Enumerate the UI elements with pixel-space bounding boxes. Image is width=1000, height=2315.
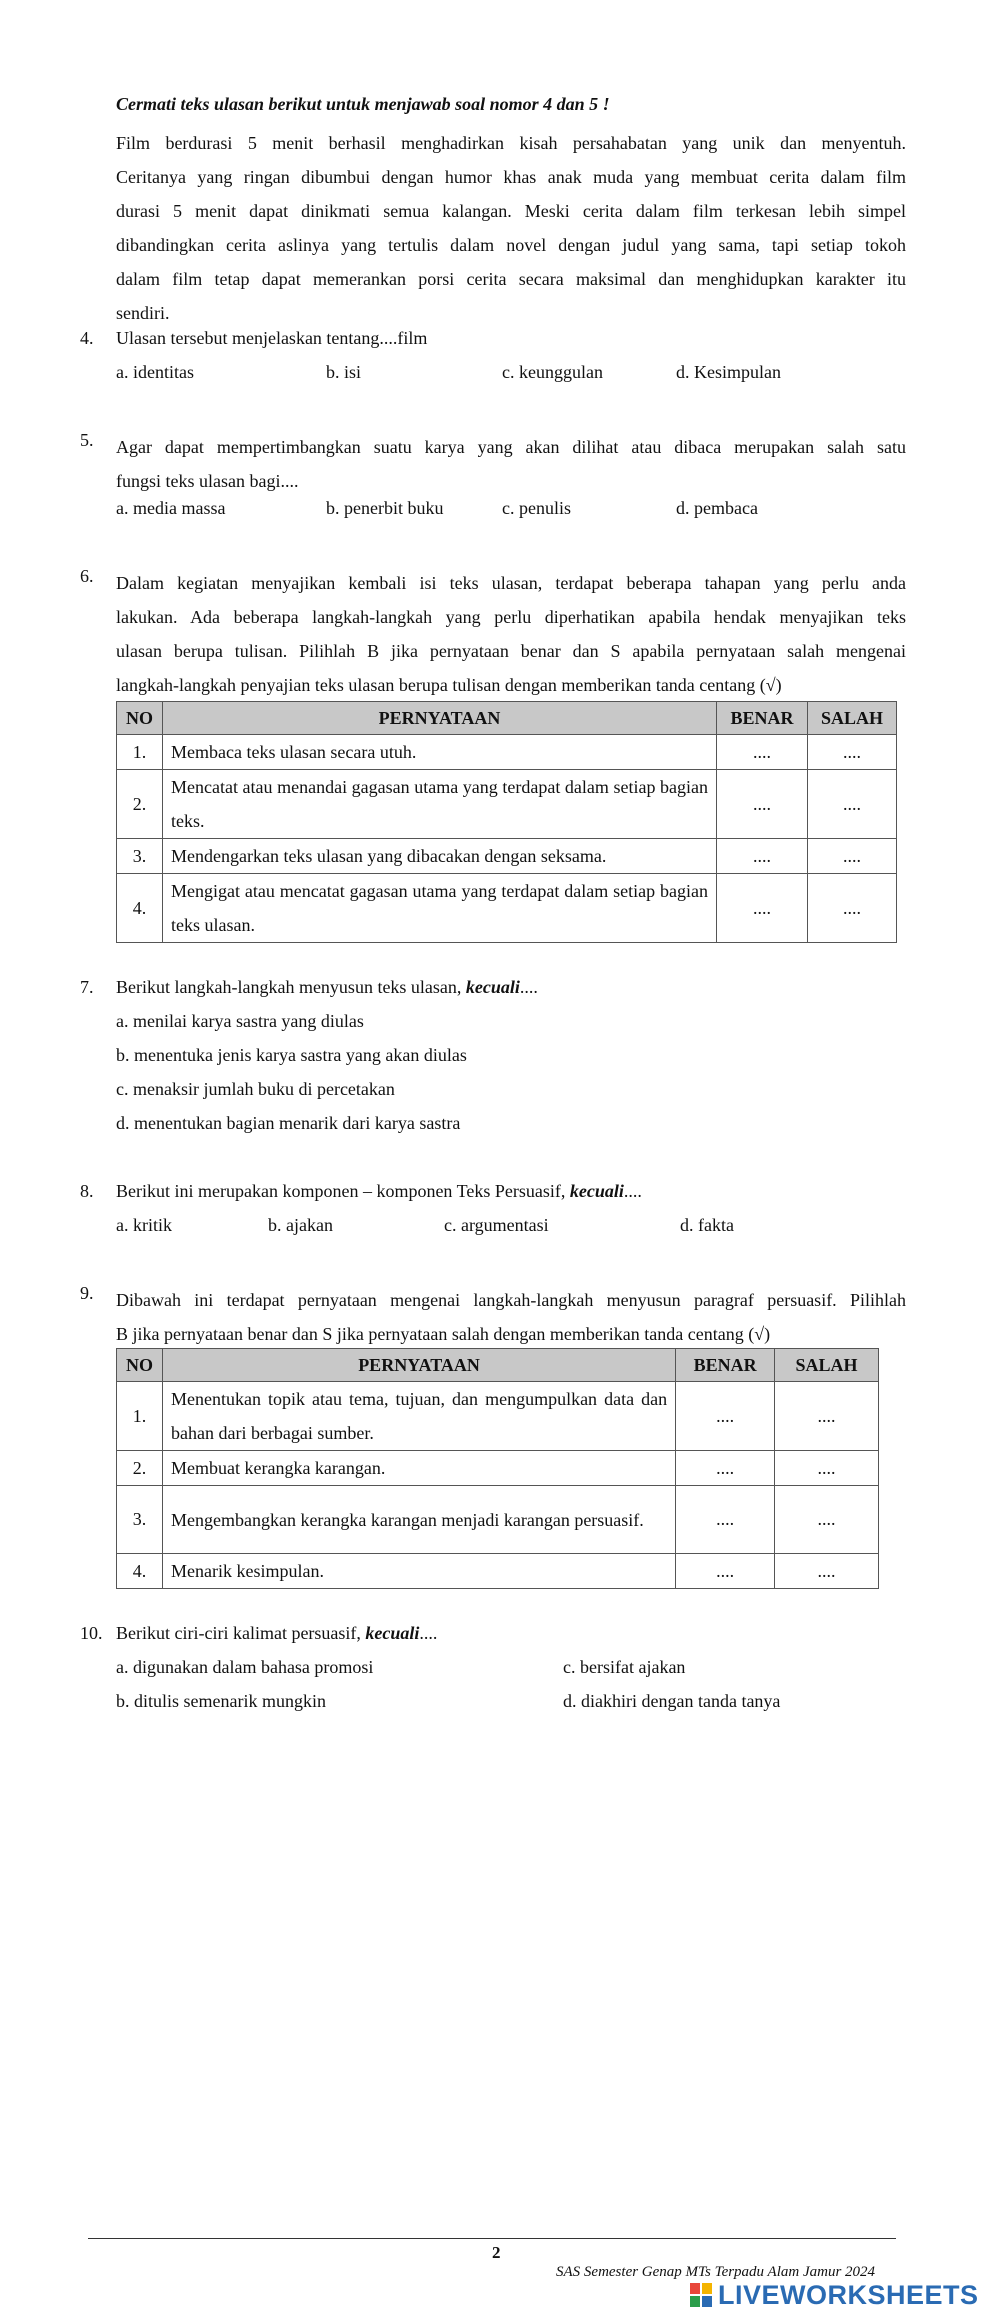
review-paragraph xyxy=(116,126,906,330)
logo-square xyxy=(690,2296,700,2307)
row-number: 1. xyxy=(117,735,163,770)
reading-instruction: Cermati teks ulasan berikut untuk menjawab soal nomor 4 dan 5 ! xyxy=(116,94,610,114)
review-line: Film berdurasi 5 menit berhasil menghadirkan kisah persahabatan yang unik dan menyentuh. xyxy=(116,133,906,153)
q8-option-c[interactable]: c. argumentasi xyxy=(444,1215,549,1235)
question-4-text: Ulasan tersebut menjelaskan tentang....film xyxy=(116,328,428,348)
benar-answer-cell[interactable]: .... xyxy=(717,839,808,874)
q10-option-a[interactable]: a. digunakan dalam bahasa promosi xyxy=(116,1657,374,1677)
review-line: dalam film tetap dapat memerankan porsi cerita secara maksimal dan menghidupkan karakter itu xyxy=(116,269,906,289)
logo-square xyxy=(702,2283,712,2294)
row-number: 4. xyxy=(117,1554,163,1589)
emphasis-word: kecuali xyxy=(569,1181,624,1201)
q10-option-d[interactable]: d. diakhiri dengan tanda tanya xyxy=(563,1691,781,1711)
header-no: NO xyxy=(117,702,163,735)
q7-option-c[interactable]: c. menaksir jumlah buku di percetakan xyxy=(116,1079,395,1099)
question-9-number: 9. xyxy=(80,1283,94,1303)
header-statement: PERNYATAAN xyxy=(162,702,716,735)
question-10-number: 10. xyxy=(80,1623,103,1643)
row-statement: Menentukan topik atau tema, tujuan, dan mengumpulkan data dan bahan dari berbagai sumber. xyxy=(162,1382,675,1451)
logo-square xyxy=(702,2296,712,2307)
question-line: ulasan berupa tulisan. Pilihlah B jika pernyataan benar dan S apabila pernyataan salah mengenai xyxy=(116,641,906,661)
question-line: langkah-langkah penyajian teks ulasan berupa tulisan dengan memberikan tanda centang (√) xyxy=(116,675,782,695)
benar-answer-cell[interactable]: .... xyxy=(676,1451,775,1486)
question-line: fungsi teks ulasan bagi.... xyxy=(116,471,299,491)
question-line: Dibawah ini terdapat pernyataan mengenai langkah-langkah menyusun paragraf persuasif. Pilihlah xyxy=(116,1290,906,1310)
q7-option-d[interactable]: d. menentukan bagian menarik dari karya sastra xyxy=(116,1113,461,1133)
row-statement: Mengigat atau mencatat gagasan utama yang terdapat dalam setiap bagian teks ulasan. xyxy=(162,874,716,943)
q4-option-c[interactable]: c. keunggulan xyxy=(502,362,603,382)
q10-option-b[interactable]: b. ditulis semenarik mungkin xyxy=(116,1691,326,1711)
benar-answer-cell[interactable]: .... xyxy=(717,770,808,839)
salah-answer-cell[interactable]: .... xyxy=(775,1554,879,1589)
table-row xyxy=(117,874,897,943)
table-row xyxy=(117,1486,879,1554)
q5-option-c[interactable]: c. penulis xyxy=(502,498,571,518)
table-header-row xyxy=(117,1349,879,1382)
table-row xyxy=(117,1382,879,1451)
q8-option-a[interactable]: a. kritik xyxy=(116,1215,172,1235)
page-number: 2 xyxy=(492,2243,501,2262)
table-header-row xyxy=(117,702,897,735)
salah-answer-cell[interactable]: .... xyxy=(808,735,897,770)
question-8-text xyxy=(116,1181,642,1202)
question-4-number: 4. xyxy=(80,328,94,348)
salah-answer-cell[interactable]: .... xyxy=(808,770,897,839)
question-5-number: 5. xyxy=(80,430,94,450)
salah-answer-cell[interactable]: .... xyxy=(808,839,897,874)
question-line: B jika pernyataan benar dan S jika pernyataan salah dengan memberikan tanda centang (√) xyxy=(116,1324,771,1344)
review-line: dibandingkan cerita aslinya yang tertulis dalam novel dengan judul yang sama, tapi setiap tokoh xyxy=(116,235,906,255)
benar-answer-cell[interactable]: .... xyxy=(676,1486,775,1554)
q4-option-d[interactable]: d. Kesimpulan xyxy=(676,362,781,382)
emphasis-word: kecuali xyxy=(465,977,520,997)
q5-option-a[interactable]: a. media massa xyxy=(116,498,226,518)
row-statement: Membuat kerangka karangan. xyxy=(162,1451,675,1486)
q9-statement-table xyxy=(116,1348,879,1589)
question-ellipsis: .... xyxy=(519,977,538,997)
row-statement: Mencatat atau menandai gagasan utama yang terdapat dalam setiap bagian teks. xyxy=(162,770,716,839)
review-line: sendiri. xyxy=(116,303,170,323)
question-5-text xyxy=(116,430,906,498)
question-text: Berikut langkah-langkah menyusun teks ulasan, xyxy=(116,977,466,997)
benar-answer-cell[interactable]: .... xyxy=(676,1382,775,1451)
header-salah: SALAH xyxy=(775,1349,879,1382)
q5-option-b[interactable]: b. penerbit buku xyxy=(326,498,444,518)
question-10-text xyxy=(116,1623,437,1644)
logo-square xyxy=(690,2283,700,2294)
question-9-text xyxy=(116,1283,906,1351)
liveworksheets-logo-icon xyxy=(690,2283,712,2307)
question-7-number: 7. xyxy=(80,977,94,997)
benar-answer-cell[interactable]: .... xyxy=(717,735,808,770)
review-line: Ceritanya yang ringan dibumbui dengan humor khas anak muda yang membuat cerita dalam film xyxy=(116,167,906,187)
question-6-text xyxy=(116,566,906,702)
table-row xyxy=(117,1451,879,1486)
question-6-number: 6. xyxy=(80,566,94,586)
table-row xyxy=(117,770,897,839)
salah-answer-cell[interactable]: .... xyxy=(775,1382,879,1451)
row-statement: Mengembangkan kerangka karangan menjadi karangan persuasif. xyxy=(162,1486,675,1554)
question-ellipsis: .... xyxy=(419,1623,438,1643)
q6-statement-table xyxy=(116,701,897,943)
question-8-number: 8. xyxy=(80,1181,94,1201)
row-number: 3. xyxy=(117,1486,163,1554)
review-line: durasi 5 menit dapat dinikmati semua kalangan. Meski cerita dalam film terkesan lebih simpel xyxy=(116,201,906,221)
liveworksheets-logo-text: LIVEWORKSHEETS xyxy=(718,2279,979,2310)
q7-option-b[interactable]: b. menentuka jenis karya sastra yang akan diulas xyxy=(116,1045,467,1065)
header-salah: SALAH xyxy=(808,702,897,735)
benar-answer-cell[interactable]: .... xyxy=(717,874,808,943)
q8-option-d[interactable]: d. fakta xyxy=(680,1215,734,1235)
header-benar: BENAR xyxy=(717,702,808,735)
row-number: 2. xyxy=(117,770,163,839)
row-number: 3. xyxy=(117,839,163,874)
row-statement: Menarik kesimpulan. xyxy=(162,1554,675,1589)
salah-answer-cell[interactable]: .... xyxy=(775,1486,879,1554)
footer-caption: SAS Semester Genap MTs Terpadu Alam Jamur 2024 xyxy=(556,2264,876,2280)
row-number: 4. xyxy=(117,874,163,943)
q4-option-a[interactable]: a. identitas xyxy=(116,362,194,382)
header-benar: BENAR xyxy=(676,1349,775,1382)
question-text: Berikut ini merupakan komponen – komponen Teks Persuasif, xyxy=(116,1181,570,1201)
row-statement: Mendengarkan teks ulasan yang dibacakan dengan seksama. xyxy=(162,839,716,874)
q7-option-a[interactable]: a. menilai karya sastra yang diulas xyxy=(116,1011,364,1031)
row-statement: Membaca teks ulasan secara utuh. xyxy=(162,735,716,770)
table-row xyxy=(117,1554,879,1589)
question-text: Berikut ciri-ciri kalimat persuasif, xyxy=(116,1623,366,1643)
question-7-text xyxy=(116,977,538,998)
benar-answer-cell[interactable]: .... xyxy=(676,1554,775,1589)
q4-option-b[interactable]: b. isi xyxy=(326,362,362,382)
q8-option-b[interactable]: b. ajakan xyxy=(268,1215,333,1235)
q10-option-c[interactable]: c. bersifat ajakan xyxy=(563,1657,686,1677)
footer-divider xyxy=(88,2238,896,2239)
question-line: Dalam kegiatan menyajikan kembali isi teks ulasan, terdapat beberapa tahapan yang perlu anda xyxy=(116,573,906,593)
salah-answer-cell[interactable]: .... xyxy=(808,874,897,943)
header-statement: PERNYATAAN xyxy=(162,1349,675,1382)
question-ellipsis: .... xyxy=(623,1181,642,1201)
table-row xyxy=(117,839,897,874)
question-line: lakukan. Ada beberapa langkah-langkah yang perlu diperhatikan apabila hendak menyajikan teks xyxy=(116,607,906,627)
row-number: 2. xyxy=(117,1451,163,1486)
liveworksheets-logo[interactable] xyxy=(690,2278,990,2312)
salah-answer-cell[interactable]: .... xyxy=(775,1451,879,1486)
emphasis-word: kecuali xyxy=(365,1623,420,1643)
table-row xyxy=(117,735,897,770)
row-number: 1. xyxy=(117,1382,163,1451)
q5-option-d[interactable]: d. pembaca xyxy=(676,498,758,518)
header-no: NO xyxy=(117,1349,163,1382)
question-line: Agar dapat mempertimbangkan suatu karya yang akan dilihat atau dibaca merupakan salah satu xyxy=(116,437,906,457)
